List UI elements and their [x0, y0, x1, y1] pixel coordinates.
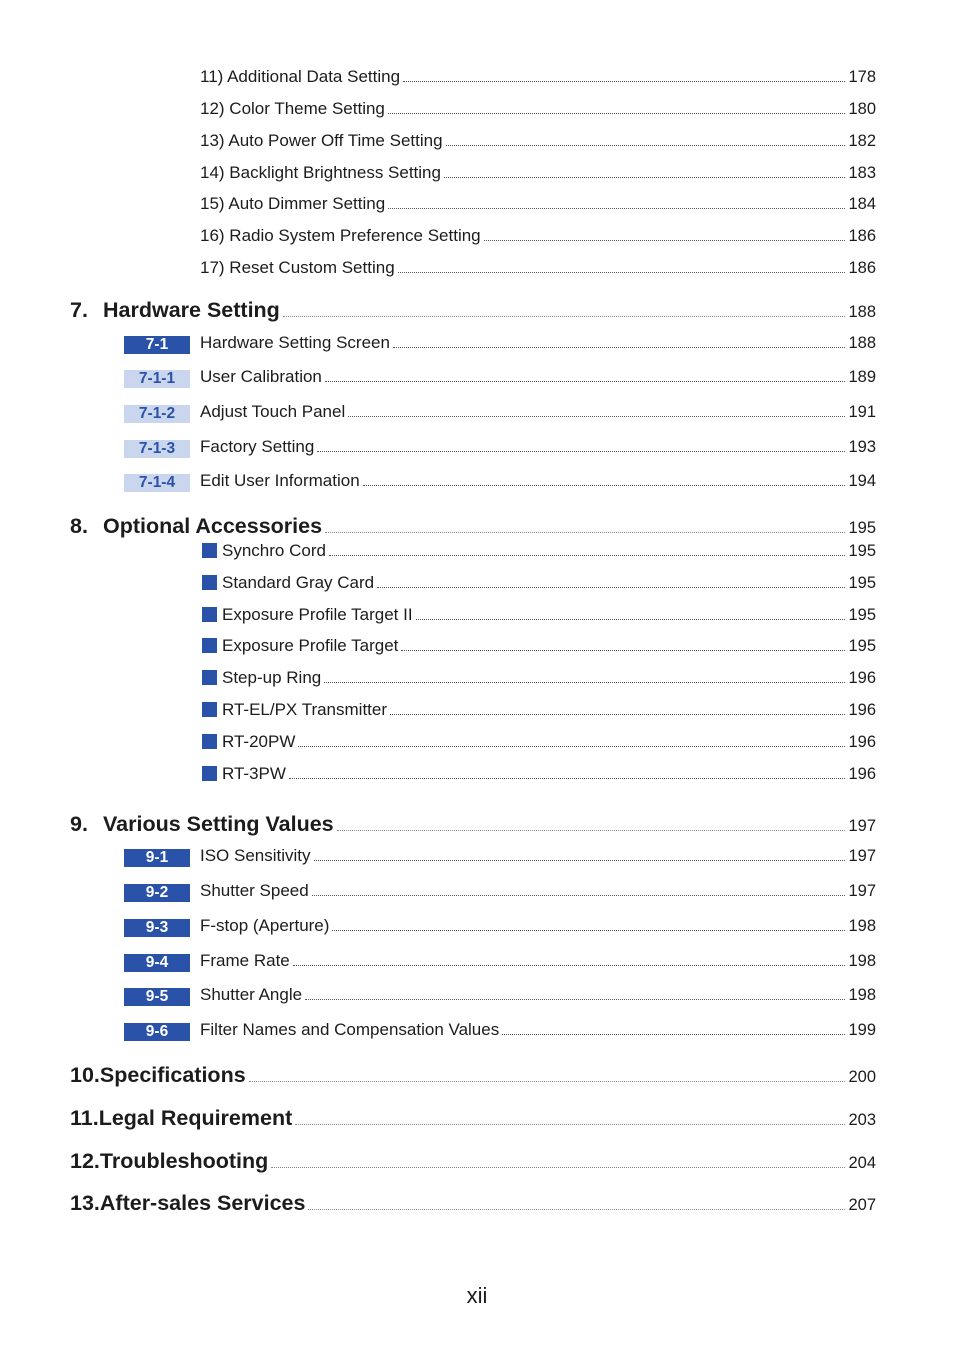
toc-entry-page: 196	[848, 765, 876, 783]
toc-entry[interactable]	[0, 668, 954, 694]
leader-dots	[305, 999, 845, 1000]
toc-entry-page: 184	[848, 195, 876, 213]
toc-entry[interactable]	[0, 541, 954, 567]
leader-dots	[388, 208, 845, 209]
leader-dots	[390, 714, 845, 715]
section-badge: 9-6	[124, 1023, 190, 1041]
toc-entry-label: Shutter Angle	[200, 985, 303, 1004]
section-badge: 9-1	[124, 849, 190, 867]
leader-dots	[363, 485, 846, 486]
leader-dots	[283, 316, 846, 317]
leader-dots	[289, 778, 846, 779]
leader-dots	[403, 81, 845, 82]
section-badge: 9-4	[124, 954, 190, 972]
toc-entry[interactable]	[0, 636, 954, 662]
leader-dots	[502, 1034, 845, 1035]
toc-entry[interactable]	[0, 437, 954, 463]
square-bullet-icon	[202, 766, 217, 781]
toc-entry[interactable]	[0, 700, 954, 726]
leader-dots	[377, 587, 845, 588]
toc-entry-page: 199	[848, 1021, 876, 1039]
toc-entry-page: 194	[848, 472, 876, 490]
toc-entry-page: 195	[848, 606, 876, 624]
toc-entry-page: 196	[848, 669, 876, 687]
section-badge: 7-1-4	[124, 474, 190, 492]
toc-entry[interactable]	[0, 916, 954, 942]
chapter-page: 204	[848, 1154, 876, 1172]
toc-entry-label: 13) Auto Power Off Time Setting	[200, 131, 443, 150]
toc-entry[interactable]	[0, 881, 954, 907]
toc-entry-label: 16) Radio System Preference Setting	[200, 226, 481, 245]
toc-entry[interactable]	[0, 131, 954, 157]
toc-entry-label: Filter Names and Compensation Values	[200, 1020, 500, 1039]
toc-entry-label: Frame Rate	[200, 951, 290, 970]
leader-dots	[325, 532, 845, 533]
leader-dots	[348, 416, 845, 417]
leader-dots	[444, 177, 846, 178]
toc-entry[interactable]	[0, 226, 954, 252]
leader-dots	[388, 113, 846, 114]
section-badge: 9-2	[124, 884, 190, 902]
toc-entry[interactable]	[0, 951, 954, 977]
toc-entry-page: 186	[848, 259, 876, 277]
toc-entry-label: 17) Reset Custom Setting	[200, 258, 395, 277]
toc-entry[interactable]	[0, 985, 954, 1011]
toc-entry-label: User Calibration	[200, 367, 322, 386]
toc-entry[interactable]	[0, 99, 954, 125]
toc-entry-label: F-stop (Aperture)	[200, 916, 330, 935]
toc-entry[interactable]	[0, 67, 954, 93]
toc-entry-label: Edit User Information	[200, 471, 360, 490]
toc-entry-page: 197	[848, 847, 876, 865]
section-badge: 7-1	[124, 336, 190, 354]
square-bullet-icon	[202, 670, 217, 685]
chapter-heading-hardware-setting[interactable]	[0, 298, 954, 324]
chapter-page: 200	[848, 1068, 876, 1086]
toc-entry[interactable]	[0, 471, 954, 497]
leader-dots	[312, 895, 846, 896]
leader-dots	[484, 240, 846, 241]
toc-entry[interactable]	[0, 732, 954, 758]
square-bullet-icon	[202, 638, 217, 653]
toc-entry-label: RT-EL/PX Transmitter	[222, 700, 388, 719]
chapter-heading-specifications[interactable]	[0, 1063, 954, 1089]
leader-dots	[416, 619, 846, 620]
toc-entry-page: 183	[848, 164, 876, 182]
toc-entry-label: Factory Setting	[200, 437, 315, 456]
toc-entry[interactable]	[0, 573, 954, 599]
chapter-number: 8.	[70, 514, 88, 538]
chapter-title: 11.Legal Requirement	[70, 1106, 293, 1130]
toc-entry-label: Adjust Touch Panel	[200, 402, 346, 421]
toc-entry-page: 186	[848, 227, 876, 245]
chapter-page: 188	[848, 303, 876, 321]
chapter-heading-legal-requirement[interactable]	[0, 1106, 954, 1132]
chapter-title: Hardware Setting	[103, 298, 280, 322]
toc-entry-page: 198	[848, 917, 876, 935]
leader-dots	[249, 1081, 846, 1082]
chapter-title: 10.Specifications	[70, 1063, 246, 1087]
toc-entry-page: 198	[848, 952, 876, 970]
toc-entry-label: ISO Sensitivity	[200, 846, 311, 865]
leader-dots	[329, 555, 846, 556]
section-badge: 9-5	[124, 988, 190, 1006]
toc-entry[interactable]	[0, 764, 954, 790]
toc-entry[interactable]	[0, 367, 954, 393]
chapter-heading-after-sales-services[interactable]	[0, 1191, 954, 1217]
toc-entry-page: 188	[848, 334, 876, 352]
chapter-title: Optional Accessories	[103, 514, 323, 538]
toc-entry[interactable]	[0, 194, 954, 220]
toc-entry-page: 195	[848, 542, 876, 560]
toc-entry-label: 12) Color Theme Setting	[200, 99, 385, 118]
toc-entry[interactable]	[0, 1020, 954, 1046]
toc-entry-page: 193	[848, 438, 876, 456]
toc-entry[interactable]	[0, 163, 954, 189]
leader-dots	[314, 860, 846, 861]
section-badge: 9-3	[124, 919, 190, 937]
leader-dots	[295, 1124, 845, 1125]
toc-entry-label: 11) Additional Data Setting	[200, 67, 401, 86]
toc-entry-label: RT-20PW	[222, 732, 296, 751]
toc-entry[interactable]	[0, 333, 954, 359]
square-bullet-icon	[202, 575, 217, 590]
toc-entry[interactable]	[0, 605, 954, 631]
toc-entry-label: 14) Backlight Brightness Setting	[200, 163, 441, 182]
leader-dots	[398, 272, 846, 273]
chapter-heading-optional-accessories[interactable]	[0, 514, 954, 540]
chapter-title: Various Setting Values	[103, 812, 334, 836]
toc-entry[interactable]	[0, 402, 954, 428]
leader-dots	[293, 965, 846, 966]
leader-dots	[324, 682, 845, 683]
chapter-page: 195	[848, 519, 876, 537]
toc-entry-page: 178	[848, 68, 876, 86]
toc-entry-page: 197	[848, 882, 876, 900]
toc-entry[interactable]	[0, 258, 954, 284]
chapter-heading-troubleshooting[interactable]	[0, 1149, 954, 1175]
toc-entry-page: 198	[848, 986, 876, 1004]
leader-dots	[401, 650, 845, 651]
leader-dots	[308, 1209, 845, 1210]
leader-dots	[337, 830, 846, 831]
toc-entry-page: 195	[848, 637, 876, 655]
page-number: xii	[466, 1283, 488, 1308]
toc-entry-label: RT-3PW	[222, 764, 286, 783]
toc-entry-page: 191	[848, 403, 876, 421]
toc-entry-label: Synchro Cord	[222, 541, 326, 560]
square-bullet-icon	[202, 543, 217, 558]
leader-dots	[332, 930, 845, 931]
toc-entry-page: 196	[848, 701, 876, 719]
chapter-number: 9.	[70, 812, 88, 836]
toc-entry-label: Shutter Speed	[200, 881, 309, 900]
toc-entry-page: 195	[848, 574, 876, 592]
chapter-page: 203	[848, 1111, 876, 1129]
leader-dots	[325, 381, 846, 382]
square-bullet-icon	[202, 607, 217, 622]
chapter-number: 7.	[70, 298, 88, 322]
toc-entry[interactable]	[0, 846, 954, 872]
chapter-page: 207	[848, 1196, 876, 1214]
leader-dots	[298, 746, 845, 747]
chapter-title: 13.After-sales Services	[70, 1191, 306, 1215]
toc-entry-page: 196	[848, 733, 876, 751]
toc-entry-label: Standard Gray Card	[222, 573, 375, 592]
section-badge: 7-1-1	[124, 370, 190, 388]
toc-entry-page: 189	[848, 368, 876, 386]
chapter-title: 12.Troubleshooting	[70, 1149, 269, 1173]
square-bullet-icon	[202, 734, 217, 749]
leader-dots	[393, 347, 846, 348]
leader-dots	[446, 145, 846, 146]
toc-entry-page: 180	[848, 100, 876, 118]
toc-entry-label: Step-up Ring	[222, 668, 322, 687]
square-bullet-icon	[202, 702, 217, 717]
section-badge: 7-1-2	[124, 405, 190, 423]
toc-entry-label: Exposure Profile Target	[222, 636, 399, 655]
toc-entry-label: Exposure Profile Target II	[222, 605, 413, 624]
toc-entry-label: 15) Auto Dimmer Setting	[200, 194, 386, 213]
section-badge: 7-1-3	[124, 440, 190, 458]
chapter-page: 197	[848, 817, 876, 835]
chapter-heading-various-setting-values[interactable]	[0, 812, 954, 838]
toc-entry-page: 182	[848, 132, 876, 150]
leader-dots	[317, 451, 845, 452]
leader-dots	[271, 1167, 845, 1168]
toc-entry-label: Hardware Setting Screen	[200, 333, 390, 352]
